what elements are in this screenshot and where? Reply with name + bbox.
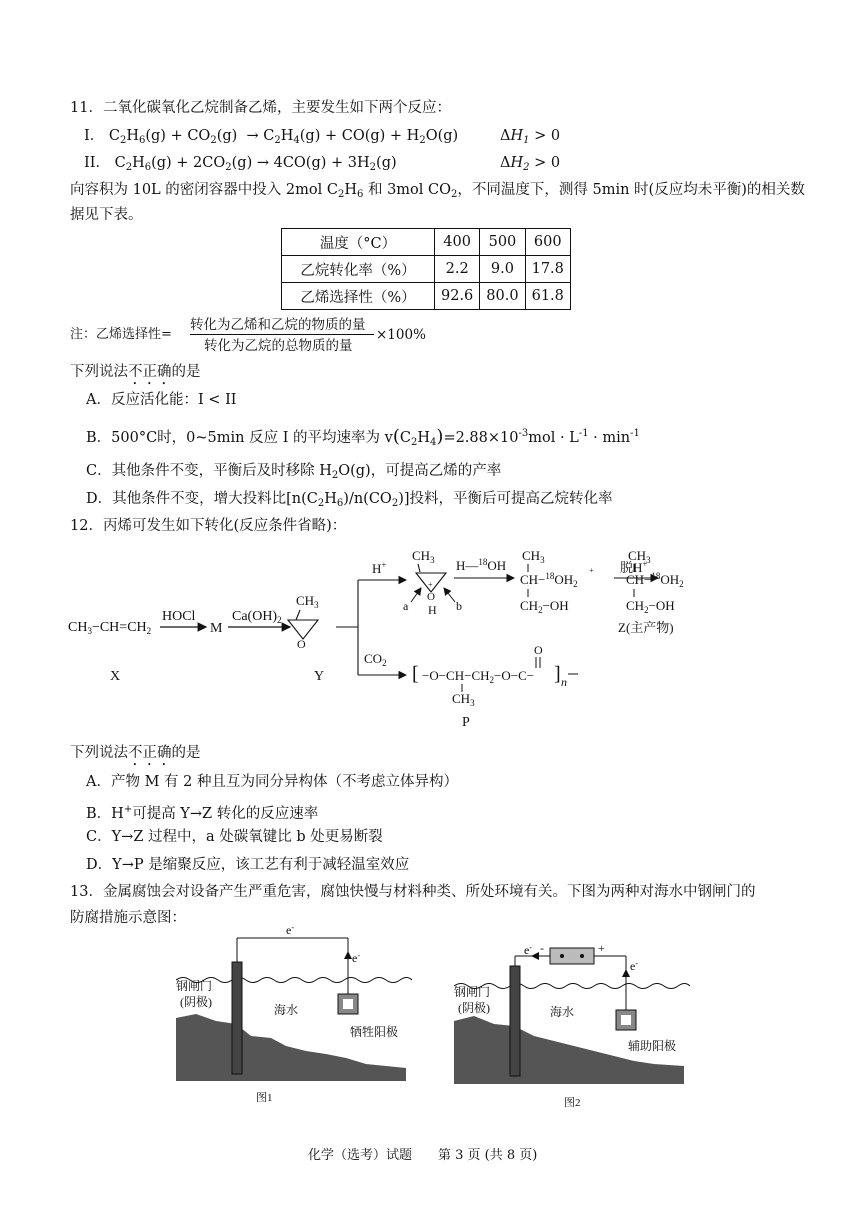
table-cell: 80.0 [480, 283, 525, 310]
fraction-bar [190, 334, 374, 335]
polymer-formula: $-O-CH-CH_2-O-C-$ [422, 668, 535, 685]
label-n: n [561, 675, 567, 689]
label-p: P [462, 715, 470, 730]
propene-formula: $CH_3-CH=CH_2$ [68, 620, 152, 636]
fig2-caption: 图2 [564, 1097, 581, 1109]
table-cell: 温度（°C） [282, 229, 435, 256]
label-y: Y [314, 669, 325, 684]
figure-1 [176, 926, 412, 1106]
label-a: a [403, 599, 409, 613]
svg-text:+: + [589, 566, 594, 575]
fig1-gate-label: 钢闸门 [176, 979, 213, 993]
q12-stem: 12．丙烯可发生如下转化(反应条件省略)： [70, 518, 347, 534]
label-b: b [456, 599, 462, 613]
q11-para1: 向容积为 10L 的密闭容器中投入 2mol $C_2H_6$ 和 3mol $CO_2$，不同温度下，测得 5min 时(反应均未平衡)的相关数 [70, 182, 805, 200]
svg-text:e-: e- [286, 926, 294, 937]
fig2-gate-label: 钢闸门 [454, 985, 491, 999]
svg-text:CH3: $CH_3$ [452, 691, 475, 708]
ion-ch3: $CH_3$ [412, 548, 435, 565]
reagent-hocl: HOCl [162, 609, 196, 624]
svg-text:CH3: $CH_3$ [628, 548, 651, 565]
table-cell: 61.8 [525, 283, 570, 310]
q13-stem-1: 13．金属腐蚀会对设备产生严重危害，腐蚀快慢与材料种类、所处环境有关。下图为两种对海水中钢闸门的 [70, 884, 756, 900]
label-z: Z(主产物) [618, 620, 674, 635]
svg-text:e-: e- [630, 959, 638, 973]
table-row [282, 283, 571, 310]
reagent-co2: $CO_2$ [364, 651, 387, 668]
fig1-caption: 图1 [256, 1092, 273, 1104]
q11-option-b: B．500°C时，0~5min 反应 I 的平均速率为 $v(C_2H_4)=2.88\times 10^{-3}mol \cdot L^{-1} \cdot \min^{-1}$ [86, 426, 640, 448]
note-numerator: 转化为乙烯和乙烷的物质的量 [190, 317, 366, 333]
fig1-sea-label: 海水 [274, 1003, 299, 1017]
note-suffix: ×100% [376, 327, 426, 343]
r2-dh: $\Delta H_2 > 0$ [500, 155, 561, 173]
q12-option-c: C．Y→Z 过程中，a 处碳氧键比 b 处更易断裂 [86, 829, 383, 845]
svg-text:CH3: $CH_3$ [522, 548, 545, 565]
y-ch3: $CH_3$ [296, 593, 319, 610]
y-oxygen: O [297, 637, 306, 651]
q11-option-a: A．反应活化能：I < II [86, 392, 237, 408]
svg-text:[: [ [412, 663, 419, 685]
fig1-cathode-label: (阴极) [180, 995, 212, 1009]
reaction-2: II． $C_2H_6(g) + 2CO_2(g) \to 4CO(g) + 3H_2(g)$ [84, 155, 397, 173]
note-prefix: 注：乙烯选择性= [70, 327, 172, 342]
table-row [282, 229, 571, 256]
table-cell: 400 [435, 229, 480, 256]
reagent-h18oh: H—$^{18}$OH [456, 557, 507, 573]
r2-label: II． [84, 155, 110, 171]
svg-text:e-: e- [352, 951, 360, 965]
table-cell: 乙烷转化率（%） [282, 256, 435, 283]
page-footer: 化学（选考）试题 第 3 页 (共 8 页) [308, 1148, 538, 1163]
label-m: M [210, 621, 223, 636]
fig2-anode-label: 辅助阳极 [628, 1039, 677, 1053]
q13-stem-2: 防腐措施示意图： [70, 910, 186, 926]
reagent-hplus: H+ [372, 560, 387, 576]
table-cell: 2.2 [435, 256, 480, 283]
table-cell: 600 [525, 229, 570, 256]
table-cell: 乙烯选择性（%） [282, 283, 435, 310]
reagent-caoh2: $Ca(OH)_2$ [232, 609, 282, 625]
q12-option-a: A．产物 M 有 2 种且互为同分异构体（不考虑立体异构） [86, 774, 458, 790]
q11-ask: 下列说法不正确的是 [70, 364, 201, 380]
r1-dh: $\Delta H_1 > 0$ [500, 128, 561, 146]
q12-option-b: B．H+可提高 Y→Z 转化的反应速率 [86, 804, 319, 822]
label-x: X [110, 669, 121, 684]
svg-text:CH2−OH: $CH_2-OH$ [626, 598, 675, 615]
svg-text:CH2−OH: $CH_2-OH$ [520, 598, 569, 615]
figure-2 [454, 926, 690, 1116]
fig2-cathode-label: (阴极) [458, 1001, 490, 1015]
q11-para2: 据见下表。 [70, 207, 143, 223]
svg-text:e-: e- [524, 943, 532, 957]
ion-oxygen: O [427, 591, 435, 603]
svg-text:CH−18OH2: $CH-^{18}OH_2$ [520, 571, 578, 589]
svg-text:]: ] [554, 663, 561, 685]
reaction-scheme [60, 540, 760, 730]
data-table [281, 228, 571, 310]
reaction-1: I． $C_2H_6(g) + CO_2(g) \to C_2H_4(g) + CO(g) + H_2O(g)$ [84, 128, 459, 146]
table-cell: 9.0 [480, 256, 525, 283]
fig1-anode-label: 牺牲阳极 [350, 1025, 399, 1039]
table-cell: 17.8 [525, 256, 570, 283]
table-cell: 500 [480, 229, 525, 256]
note-denominator: 转化为乙烷的总物质的量 [204, 338, 353, 354]
svg-text:+: + [428, 580, 433, 589]
q11-stem: 11．二氧化碳氧化乙烷制备乙烯，主要发生如下两个反应： [70, 100, 451, 116]
q11-option-d: D．其他条件不变，增大投料比$[n(C_2H_6)/n(CO_2)]$投料，平衡后可提高乙烷转化率 [86, 491, 613, 509]
q12-ask: 下列说法不正确的是 [70, 745, 201, 761]
fig2-plus: + [598, 941, 605, 955]
ion-h: H [428, 603, 437, 617]
svg-text:CH−18OH2: $CH-^{18}OH_2$ [626, 571, 684, 589]
fig2-sea-label: 海水 [550, 1005, 575, 1019]
fig2-minus: - [540, 941, 544, 955]
q12-option-d: D．Y→P 是缩聚反应，该工艺有利于减轻温室效应 [86, 857, 410, 873]
r1-label: I． [84, 128, 105, 144]
q11-option-c: C．其他条件不变，平衡后及时移除 $H_2O(g)$，可提高乙烯的产率 [86, 463, 502, 481]
reagent-deh: 脱H+ [620, 559, 648, 575]
svg-text:O: O [534, 643, 543, 657]
table-cell: 92.6 [435, 283, 480, 310]
table-row [282, 256, 571, 283]
